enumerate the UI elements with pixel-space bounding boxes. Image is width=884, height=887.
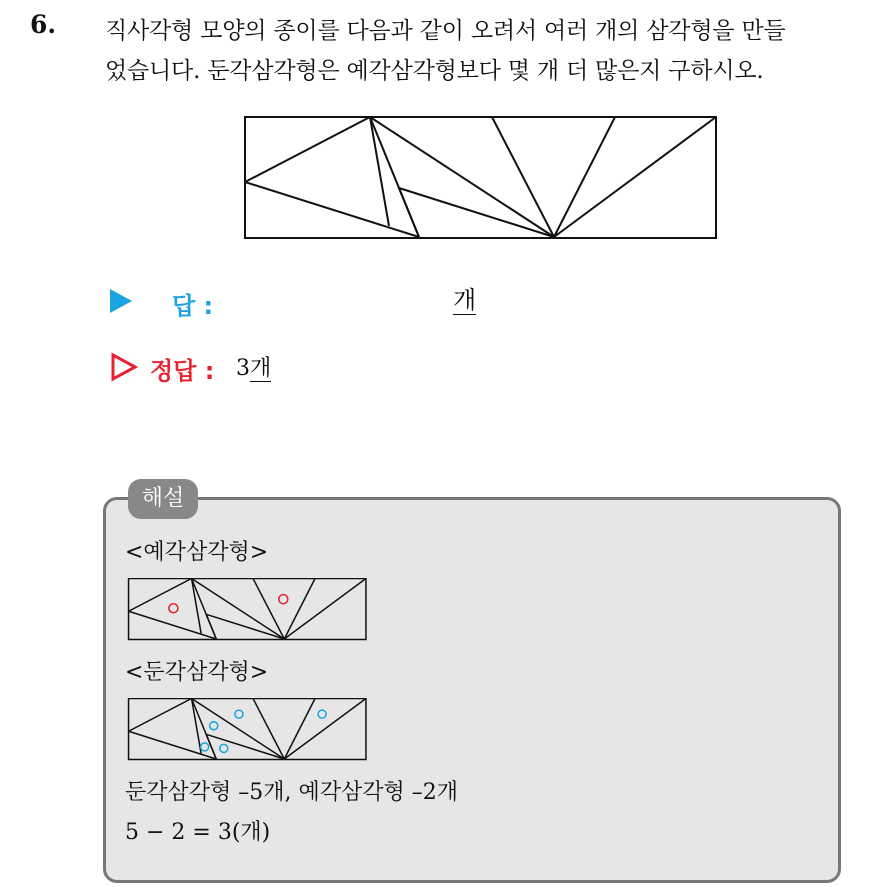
obtuse-heading: <둔각삼각형>	[125, 660, 269, 685]
cut-line	[245, 182, 419, 237]
correct-unit: 개	[250, 356, 272, 381]
cut-line	[399, 188, 419, 237]
obtuse-marker	[235, 710, 243, 718]
obtuse-marker	[201, 743, 209, 751]
cut-line	[492, 117, 554, 237]
paper-outline	[245, 117, 716, 238]
obtuse-marker	[220, 744, 228, 752]
obtuse-marker	[318, 710, 326, 718]
question-text-line2: 었습니다. 둔각삼각형은 예각삼각형보다 몇 개 더 많은지 구하시오.	[105, 58, 764, 84]
explanation-tab: 해설	[128, 479, 198, 519]
cut-line	[370, 117, 554, 237]
explanation-summary: 둔각삼각형 –5개, 예각삼각형 –2개	[125, 780, 458, 805]
question-number: 6.	[30, 10, 57, 39]
answer-label: 답 :	[172, 292, 214, 320]
obtuse-triangles-figure	[126, 698, 369, 761]
question-text-line1: 직사각형 모양의 종이를 다음과 같이 오려서 여러 개의 삼각형을 만들	[105, 18, 786, 44]
cut-line	[554, 117, 716, 237]
acute-marker	[279, 595, 288, 604]
correct-label: 정답 :	[150, 357, 215, 385]
cut-line	[370, 117, 389, 226]
cut-line	[554, 117, 615, 237]
correct-arrow-icon	[110, 352, 138, 382]
cut-line	[399, 188, 554, 237]
answer-unit: 개	[453, 286, 477, 314]
rectangle-paper-figure	[244, 116, 718, 241]
obtuse-marker	[210, 722, 218, 730]
correct-answer	[236, 351, 271, 382]
acute-heading: <예각삼각형>	[125, 540, 269, 565]
answer-arrow-icon	[110, 289, 132, 313]
explanation-calculation: 5 − 2 = 3(개)	[125, 820, 271, 845]
cut-line	[245, 117, 370, 182]
acute-triangles-figure	[126, 578, 369, 641]
acute-marker	[169, 604, 178, 613]
correct-value: 3	[236, 356, 250, 381]
